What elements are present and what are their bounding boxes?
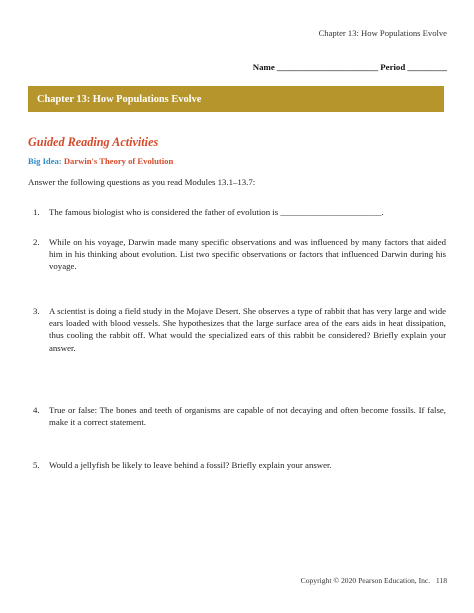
question-3: [28, 305, 446, 354]
big-idea-value: Darwin's Theory of Evolution: [63, 156, 174, 166]
question-text: While on his voyage, Darwin made many specific observations and was influenced by many factors that aided him in his thinking about evolution. List two specific observations or factors that influenced Darwin during his voyage.: [49, 237, 446, 272]
chapter-banner-title: Chapter 13: How Populations Evolve: [37, 93, 202, 105]
question-number: 2.: [33, 237, 40, 247]
question-number: 3.: [33, 306, 40, 316]
instructions: Answer the following questions as you read Modules 13.1–13.7:: [28, 177, 256, 187]
question-text: A scientist is doing a field study in the Mojave Desert. She observes a type of rabbit that has very large and wide ears loaded with blood vessels. She hypothesizes that the large surface area of the ears aids in heat dissipation, thus cooling the rabbit off. What would the specialized ears of this rabbit be considered? Briefly explain your answer.: [49, 306, 446, 353]
section-title: Guided Reading Activities: [28, 135, 159, 149]
question-4: [28, 404, 446, 428]
question-1: [28, 206, 446, 218]
chapter-banner: [28, 86, 444, 112]
question-number: 5.: [33, 460, 40, 470]
question-text: True or false: The bones and teeth of organisms are capable of not decaying and often become fossils. If false, make it a correct statement.: [49, 405, 446, 428]
question-number: 1.: [33, 207, 40, 217]
question-2: [28, 236, 446, 273]
question-text: The famous biologist who is considered the father of evolution is _______________________.: [49, 207, 384, 217]
page-footer: Copyright © 2020 Pearson Education, Inc. 118: [300, 576, 447, 585]
question-text: Would a jellyfish be likely to leave behind a fossil? Briefly explain your answer.: [49, 460, 332, 470]
name-period-line: Name _______________________ Period _________: [252, 62, 447, 72]
question-5: [28, 459, 446, 471]
running-header: Chapter 13: How Populations Evolve: [318, 28, 447, 38]
big-idea-label: Big Idea:: [28, 156, 62, 166]
big-idea: [28, 156, 173, 166]
question-number: 4.: [33, 405, 40, 415]
